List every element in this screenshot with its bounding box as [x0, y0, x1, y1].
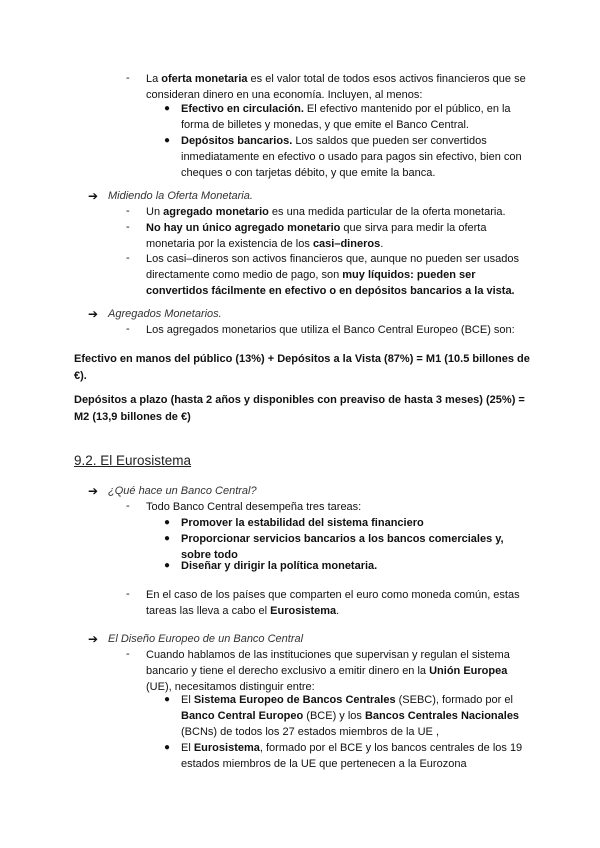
bullet-dot-icon: ●: [164, 742, 171, 753]
section-title-que-hace: ¿Qué hace un Banco Central?: [108, 485, 257, 497]
depositos-bancarios-item: Depósitos bancarios. Los saldos que pueden ser convertidos inmediatamente en efectivo o usado para pagos sin efectivo, bien con cheques o con tarjetas débito, y que emite la banca.: [181, 135, 522, 179]
dash-bullet: -: [126, 500, 130, 512]
tres-tareas-item: Todo Banco Central desempeña tres tareas:: [146, 501, 362, 513]
bullet-dot-icon: ●: [164, 517, 171, 528]
arrow-right-icon: ➔: [88, 189, 99, 203]
casi-dineros-item: Los casi–dineros son activos financieros que, aunque no pueden ser usados directamente como medio de pago, son muy líquidos: pueden ser convertidos fácilmente en efectivo o en depósitos bancarios a la vista.: [146, 253, 520, 297]
section-heading-eurosistema: 9.2. El Eurosistema: [74, 453, 192, 468]
dash-bullet: -: [126, 72, 130, 84]
euro-paises-item: En el caso de los países que comparten el euro como moneda común, estas tareas las lleva a cabo el Eurosistema.: [146, 589, 520, 617]
m2-formula: Depósitos a plazo (hasta 2 años y disponibles con preaviso de hasta 3 meses) (25%) = M2 (13,9 billones de €): [74, 394, 525, 423]
section-title-diseno: El Diseño Europeo de un Banco Central: [108, 633, 304, 645]
dash-bullet: -: [126, 252, 130, 264]
dash-bullet: -: [126, 648, 130, 660]
arrow-right-icon: ➔: [88, 632, 99, 646]
bullet-dot-icon: ●: [164, 103, 171, 114]
dash-bullet: -: [126, 323, 130, 335]
m1-formula: Efectivo en manos del público (13%) + Depósitos a la Vista (87%) = M1 (10.5 billones de €).: [74, 353, 530, 382]
bullet-dot-icon: ●: [164, 694, 171, 705]
no-unico-agregado-item: No hay un único agregado monetario que sirva para medir la oferta monetaria por la existencia de los casi–dineros.: [146, 222, 487, 250]
dash-bullet: -: [126, 221, 130, 233]
tarea-politica: Diseñar y dirigir la política monetaria.: [181, 560, 378, 572]
instituciones-item: Cuando hablamos de las instituciones que supervisan y regulan el sistema bancario y tiene el derecho exclusivo a emitir dinero en la Unión Europea (UE), necesitamos distinguir entre:: [146, 649, 510, 693]
agregado-monetario-item: Un agregado monetario es una medida particular de la oferta monetaria.: [146, 206, 506, 218]
tarea-estabilidad: Promover la estabilidad del sistema financiero: [181, 517, 424, 529]
sebc-item: El Sistema Europeo de Bancos Centrales (SEBC), formado por el Banco Central Europeo (BCE) y los Bancos Centrales Nacionales (BCNs) de todos los 27 estados miembros de la UE ,: [181, 694, 520, 738]
tarea-servicios: Proporcionar servicios bancarios a los bancos comerciales y, sobre todo: [181, 533, 504, 561]
bullet-dot-icon: ●: [164, 560, 171, 571]
oferta-monetaria-paragraph: La oferta monetaria es el valor total de todos esos activos financieros que se consideran dinero en una economía. Incluyen, al menos:: [146, 73, 526, 101]
bullet-dot-icon: ●: [164, 533, 171, 544]
arrow-right-icon: ➔: [88, 307, 99, 321]
arrow-right-icon: ➔: [88, 484, 99, 498]
section-title-midiendo: Midiendo la Oferta Monetaria.: [108, 190, 253, 202]
bullet-dot-icon: ●: [164, 135, 171, 146]
section-title-agregados: Agregados Monetarios.: [108, 308, 222, 320]
efectivo-circulacion-item: Efectivo en circulación. El efectivo mantenido por el público, en la forma de billetes y monedas, y que emite el Banco Central.: [181, 103, 511, 131]
dash-bullet: -: [126, 205, 130, 217]
dash-bullet: -: [126, 588, 130, 600]
agregados-bce-item: Los agregados monetarios que utiliza el Banco Central Europeo (BCE) son:: [146, 324, 515, 336]
eurosistema-item: El Eurosistema, formado por el BCE y los bancos centrales de los 19 estados miembros de la UE que pertenecen a la Eurozona: [181, 742, 523, 770]
